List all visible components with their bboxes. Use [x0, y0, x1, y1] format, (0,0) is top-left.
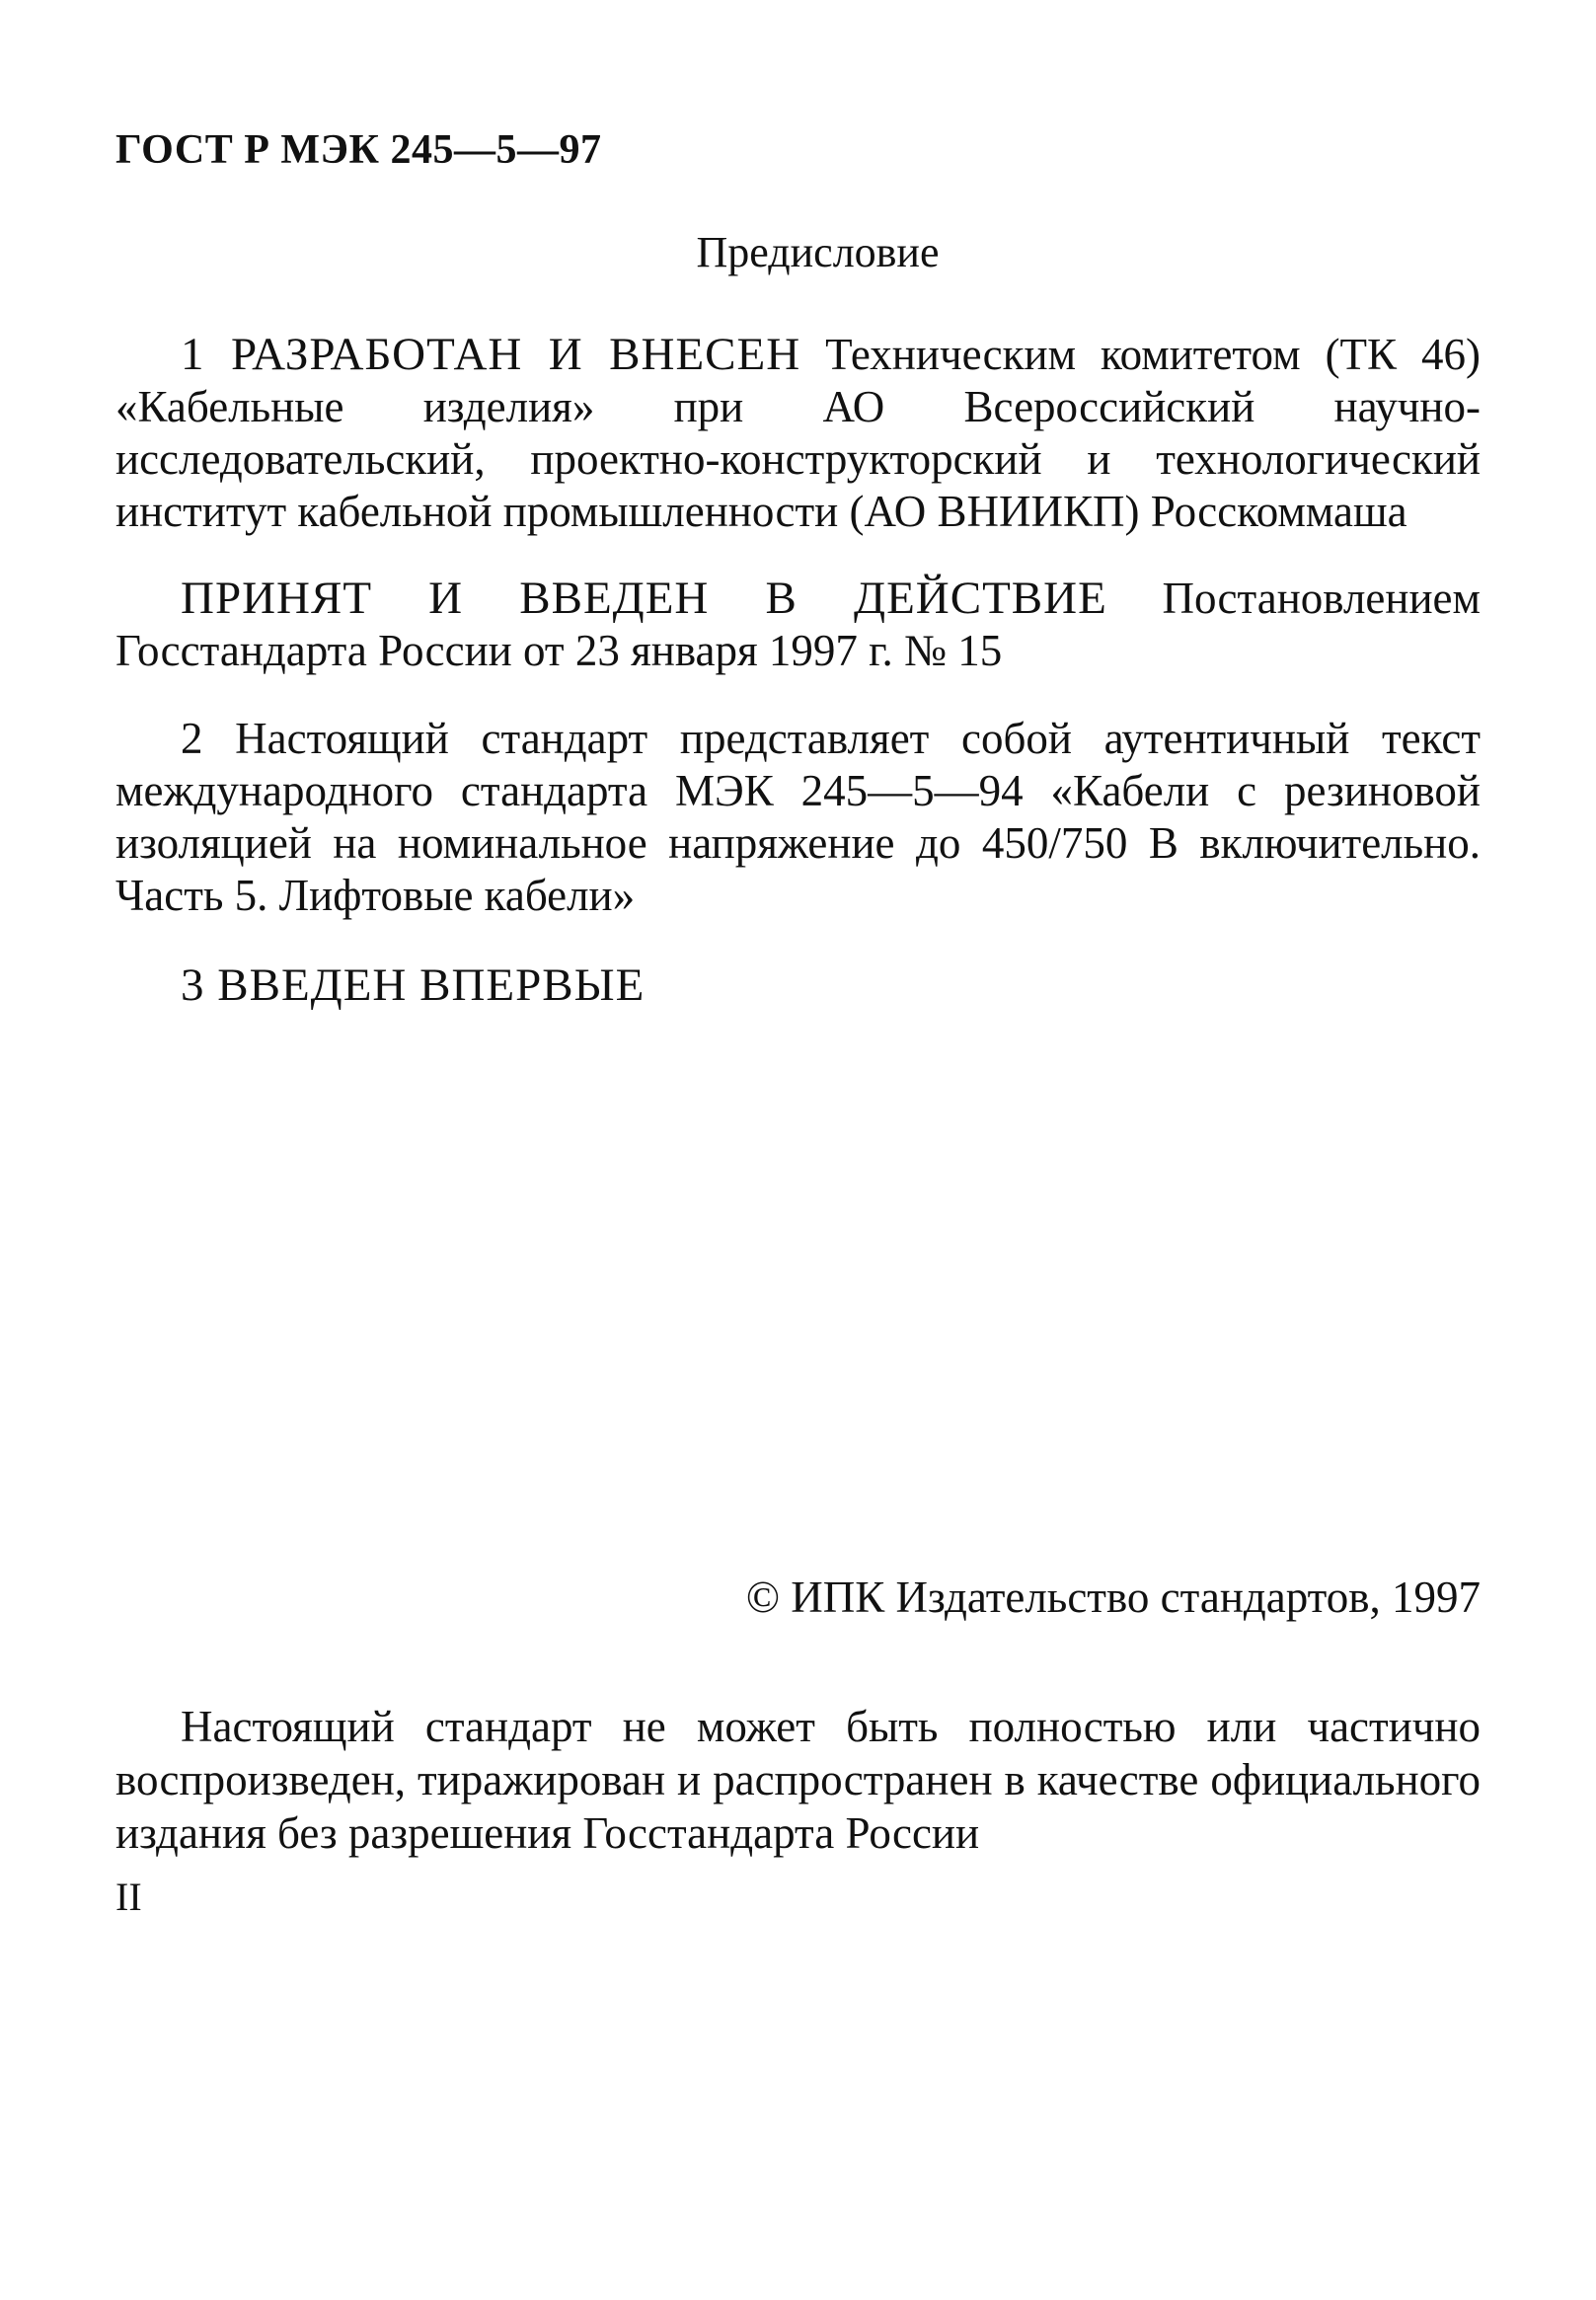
- copyright-line: © ИПК Издательство стандартов, 1997: [745, 1572, 1481, 1622]
- paragraph-body: 2 Настоящий стандарт представляет собой аутентичный текст международного стандарта МЭК 245—5—94 «Кабели с резиновой изоляцией на номинальное напряжение до 450/750 В включительно. Часть 5. Лифтовые кабели»: [115, 714, 1481, 920]
- section-title-foreword: Предисловие: [696, 228, 940, 276]
- reproduction-notice: Настоящий стандарт не может быть полностью или частично воспроизведен, тиражирован и распространен в качестве официального издания без разрешения Госстандарта России: [115, 1702, 1481, 1858]
- paragraph-lead-caps: 1 РАЗРАБОТАН И ВНЕСЕН: [181, 329, 801, 380]
- paragraph-first-introduced: [115, 959, 1481, 1012]
- page-number: II: [115, 1875, 142, 1919]
- paragraph-authentic-text: [115, 713, 1481, 922]
- paragraph-developed-by: [115, 329, 1481, 538]
- paragraph-body: Постановлением Госстандарта России от 23 января 1997 г. № 15: [115, 574, 1482, 675]
- paragraph-adopted: [115, 573, 1481, 677]
- paragraph-lead-caps: 3 ВВЕДЕН ВПЕРВЫЕ: [181, 959, 646, 1011]
- document-code-header: ГОСТ Р МЭК 245—5—97: [115, 127, 602, 173]
- paragraph-lead-caps: ПРИНЯТ И ВВЕДЕН В ДЕЙСТВИЕ: [181, 573, 1107, 624]
- paragraph-body: Техническим комитетом (ТК 46) «Кабельные изделия» при АО Всероссийский научно-исследовательский, проектно-конструкторский и технологический институт кабельной промышленности (АО ВНИИКП) Росскоммаша: [115, 330, 1481, 536]
